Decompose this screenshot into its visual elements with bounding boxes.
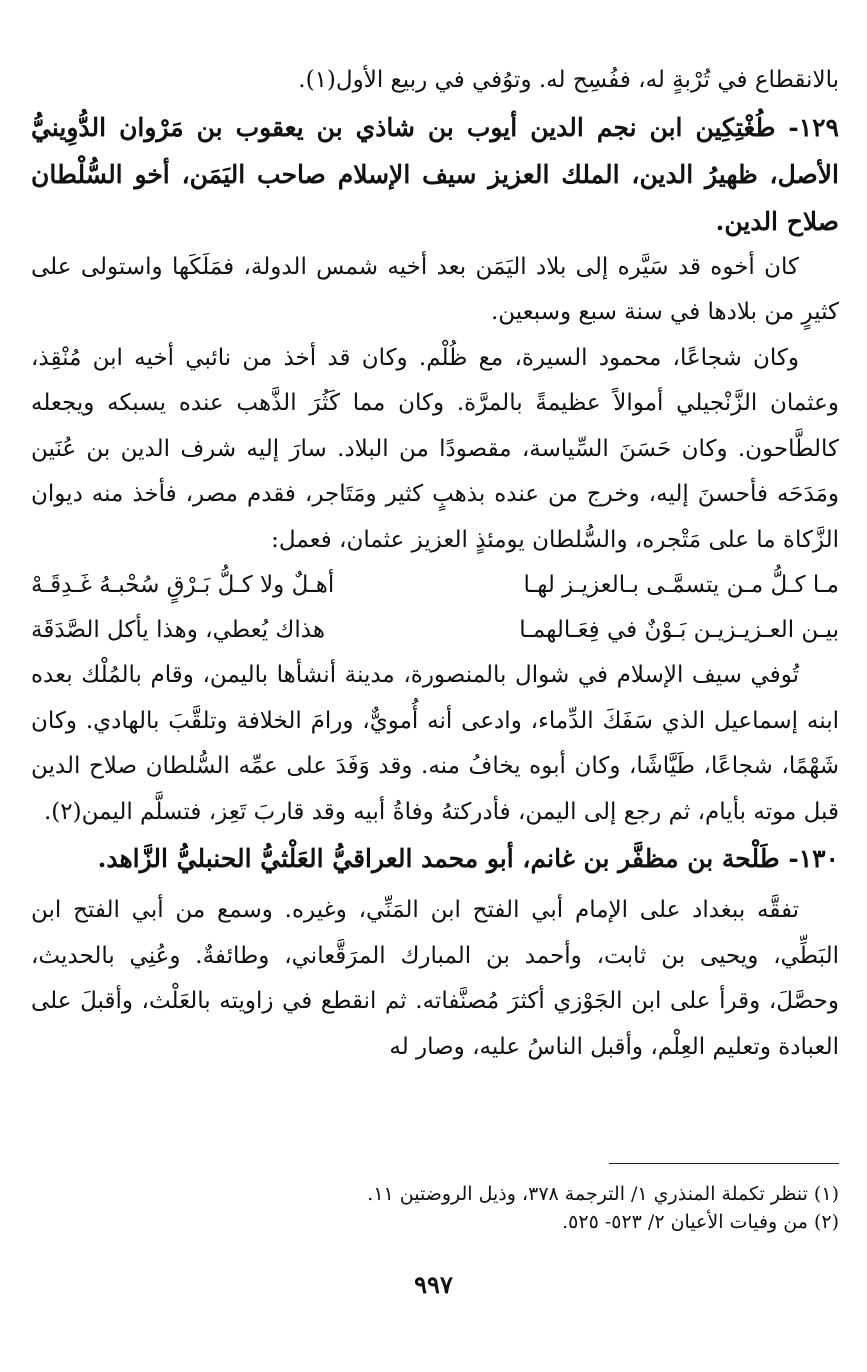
paragraph-entry-130-1: تفقَّه ببغداد على الإمام أبي الفتح ابن المَنِّي، وغيره. وسمع من أبي الفتح ابن البَطِّي، ويحيى بن ثابت، وأحمد بن المبارك المرَقَّعاني، وطائفةٌ. وعُنِي بالحديث، وحصَّلَ، وقرأ على ابن الجَوْزي أكثرَ مُصنَّفاته. ثم انقطع في زاويته بالعَلْث، وأقبلَ على العبادة وتعليم العِلْم، وأقبل الناسُ عليه، وصار له bbox=[31, 897, 839, 1060]
paragraph-continuation: بالانقطاع في تُرْبةٍ له، ففُسِح له. وتوُفي في ربيع الأول(١). bbox=[298, 67, 839, 93]
verse-1-first-hemistich: مـا كـلُّ مـن يتسمَّـى بـالعزيـز لهـا bbox=[523, 572, 839, 598]
entry-heading-129: ١٢٩- طُغْتِكِين ابن نجم الدين أيوب بن شاذي بن يعقوب بن مَرْوان الدُّوِينيُّ الأصل، ظهيرُ الدين، الملك العزيز سيف الإسلام صاحب اليَمَن، أخو السُّلْطان صلاح الدين. bbox=[31, 112, 839, 236]
footnotes bbox=[31, 1180, 839, 1236]
entry-heading-130: ١٣٠- طَلْحة بن مظفَّر بن غانم، أبو محمد العراقيُّ العَلْثيُّ الحنبليُّ الزَّاهد. bbox=[97, 844, 839, 873]
footnote-2: (٢) من وفيات الأعيان ٢/ ٥٢٣- ٥٢٥. bbox=[562, 1211, 839, 1233]
verse-2-second-hemistich: هذاك يُعطي، وهذا يأكل الصَّدَقَة bbox=[31, 617, 325, 643]
page-number: ٩٩٧ bbox=[414, 1270, 453, 1299]
footnote-1: (١) تنظر تكملة المنذري ١/ الترجمة ٣٧٨، وذيل الروضتين ١١. bbox=[367, 1183, 839, 1205]
page-body bbox=[31, 58, 839, 1070]
paragraph-entry-129-3: تُوفي سيف الإسلام في شوال بالمنصورة، مدينة أنشأها باليمن، وقام بالمُلْك بعده ابنه إسماعيل الذي سَفَكَ الدِّماء، وادعى أنه أُمويٌّ، ورامَ الخلافة وتلقَّبَ بالهادي. وكان شَهْمًا، شجاعًا، طَيَّاشًا، وكان أبوه يخافُ منه. وقد وَفَدَ على عمِّه السُّلطان صلاح الدين قبل موته بأيام، ثم رجع إلى اليمن، فأدركتهُ وفاةُ أبيه وقد قاربَ تَعِز، فتسلَّم اليمن(٢). bbox=[31, 662, 839, 825]
poem-verses bbox=[31, 563, 839, 653]
paragraph-entry-129-1: كان أخوه قد سَيَّره إلى بلاد اليَمَن بعد أخيه شمس الدولة، فمَلَكَها واستولى على كثيرٍ من بلادها في سنة سبع وسبعين. bbox=[31, 253, 839, 325]
verse-1-second-hemistich: أهـلٌ ولا كـلُّ بَـرْقٍ سُحْبـهُ غَـدِقَـهْ bbox=[31, 572, 335, 598]
paragraph-entry-129-2: وكان شجاعًا، محمود السيرة، مع ظُلْم. وكان قد أخذ من نائبي أخيه ابن مُنْقِذ، وعثمان الزَّنْجيلي أموالاً عظيمةً بالمرَّة. وكان مما كَثُرَ الذَّهب عنده يسبكه ويجعله كالطَّاحون. وكان حَسَنَ السِّياسة، مقصودًا من البلاد. سارَ إليه شرف الدين بن عُنَين ومَدَحَه فأحسنَ إليه، وخرج من عنده بذهبٍ كثير ومَتَاجر، فقدم مصر، فأخذ منه ديوان الزَّكاة ما على مَتْجره، والسُّلطان يومئذٍ العزيز عثمان، فعمل: bbox=[31, 344, 839, 553]
footnote-divider bbox=[609, 1163, 839, 1164]
verse-line-2 bbox=[31, 608, 839, 653]
verse-2-first-hemistich: بيـن العـزيـزيـن بَـوْنٌ في فِعَـالهمـا bbox=[519, 617, 839, 643]
verse-line-1 bbox=[31, 563, 839, 608]
